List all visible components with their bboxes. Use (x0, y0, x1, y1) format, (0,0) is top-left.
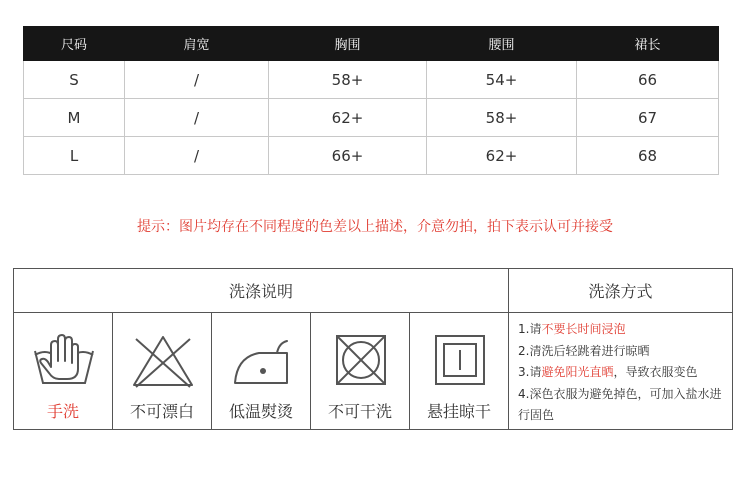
cell-skirt-length: 67 (577, 99, 719, 137)
cell-skirt-length: 66 (577, 61, 719, 99)
care-methods-list (510, 313, 732, 429)
care-symbol-no-bleach (113, 313, 212, 429)
cell-skirt-length: 68 (577, 137, 719, 175)
care-symbols-title: 洗涤说明 (14, 269, 509, 313)
cell-size: S (24, 61, 125, 99)
care-symbol-label: 不可干洗 (327, 402, 392, 421)
size-table (23, 26, 719, 175)
care-method-2: 2.清洗后轻跳着进行晾晒 (518, 343, 650, 358)
care-symbol-label: 手洗 (46, 402, 79, 421)
table-row (24, 61, 719, 99)
low-iron-icon (229, 333, 295, 389)
cell-bust: 58+ (269, 61, 427, 99)
cell-shoulder: / (125, 137, 269, 175)
table-row (24, 137, 719, 175)
header-bust: 胸围 (269, 27, 427, 61)
care-symbol-hang-dry (410, 313, 509, 429)
care-method-highlight: 不要长时间浸泡 (541, 322, 626, 336)
no-dry-clean-icon (328, 333, 394, 389)
cell-bust: 62+ (269, 99, 427, 137)
care-method-3: 3.请避免阳光直晒，导致衣服变色 (518, 365, 698, 379)
cell-waist: 54+ (427, 61, 577, 99)
cell-bust: 66+ (269, 137, 427, 175)
color-difference-notice: 提示：图片均存在不同程度的色差以上描述，介意勿拍，拍下表示认可并接受 (137, 219, 613, 235)
care-instructions-table (13, 268, 733, 430)
size-table-header-row (24, 27, 719, 61)
hang-dry-icon (427, 333, 493, 389)
cell-waist: 62+ (427, 137, 577, 175)
header-shoulder: 肩宽 (125, 27, 269, 61)
cell-shoulder: / (125, 99, 269, 137)
care-symbol-label: 不可漂白 (129, 402, 194, 421)
care-methods-title: 洗涤方式 (509, 269, 732, 313)
no-bleach-icon (130, 333, 196, 389)
hand-wash-icon (31, 333, 97, 389)
care-symbol-low-iron (212, 313, 311, 429)
care-method-4: 4.深色衣服为避免掉色，可加入盐水进行固色 (518, 386, 722, 422)
table-row (24, 99, 719, 137)
care-symbol-label: 悬挂晾干 (426, 402, 491, 421)
care-symbol-label: 低温熨烫 (228, 402, 293, 421)
care-symbol-no-dry-clean (311, 313, 410, 429)
cell-shoulder: / (125, 61, 269, 99)
cell-waist: 58+ (427, 99, 577, 137)
care-symbol-hand-wash (14, 313, 113, 429)
header-skirt-length: 裙长 (577, 27, 719, 61)
care-symbols-row (14, 313, 509, 429)
header-size: 尺码 (24, 27, 125, 61)
care-method-highlight: 避免阳光直晒 (541, 365, 614, 379)
cell-size: L (24, 137, 125, 175)
cell-size: M (24, 99, 125, 137)
header-waist: 腰围 (427, 27, 577, 61)
care-method-1: 1.请不要长时间浸泡 (518, 322, 626, 336)
